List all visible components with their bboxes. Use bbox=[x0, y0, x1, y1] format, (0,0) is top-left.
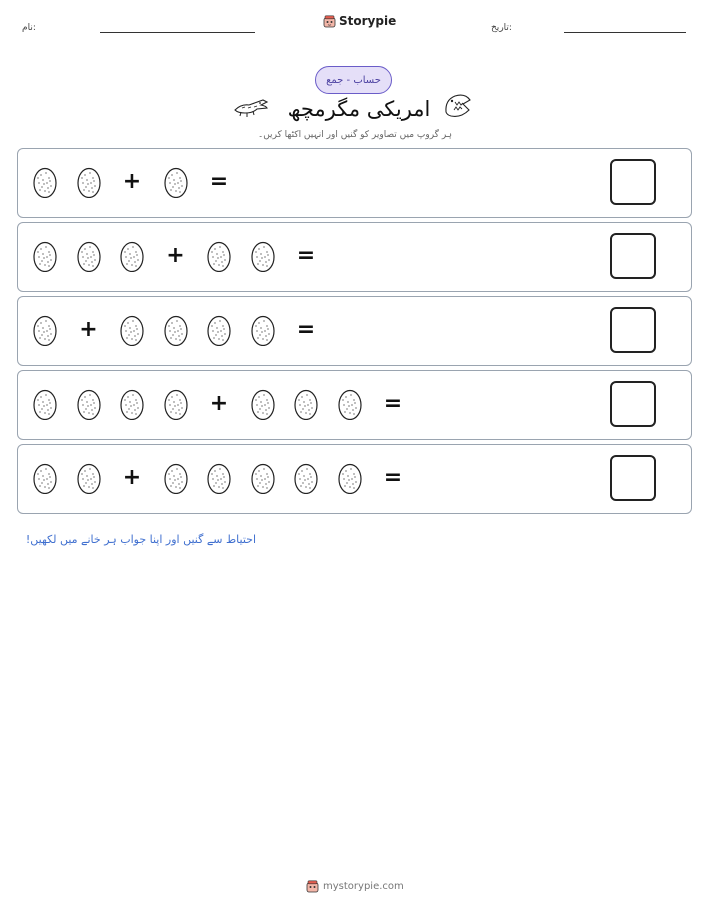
egg-icon bbox=[33, 240, 57, 272]
name-line[interactable] bbox=[100, 32, 255, 33]
egg-icon bbox=[207, 462, 231, 494]
egg-icon bbox=[294, 462, 318, 494]
egg-icon bbox=[77, 462, 101, 494]
egg-icon bbox=[164, 314, 188, 346]
egg-icon bbox=[33, 166, 57, 198]
equals-sign: = bbox=[383, 391, 403, 416]
footer bbox=[306, 880, 404, 893]
egg-icon bbox=[33, 462, 57, 494]
equals-sign: = bbox=[296, 243, 316, 268]
plus-sign: + bbox=[166, 243, 185, 268]
equals-sign: = bbox=[296, 317, 316, 342]
date-line[interactable] bbox=[564, 32, 686, 33]
egg-icon bbox=[338, 462, 362, 494]
egg-icon bbox=[294, 388, 318, 420]
egg-icon bbox=[164, 462, 188, 494]
brand-logo bbox=[323, 14, 396, 28]
reminder-note: احتیاط سے گنیں اور اپنا جواب ہر خانے میں لکھیں! bbox=[25, 533, 256, 546]
alligator-head-icon bbox=[443, 92, 473, 120]
problem-row bbox=[17, 370, 692, 440]
alligator-icon bbox=[233, 96, 269, 118]
answer-box[interactable] bbox=[610, 307, 656, 353]
egg-icon bbox=[164, 166, 188, 198]
egg-icon bbox=[33, 388, 57, 420]
egg-icon bbox=[77, 166, 101, 198]
egg-icon bbox=[338, 388, 362, 420]
problem-row bbox=[17, 444, 692, 514]
egg-icon bbox=[120, 314, 144, 346]
topic-badge: حساب - جمع bbox=[315, 66, 392, 94]
plus-sign: + bbox=[122, 169, 142, 194]
problem-row bbox=[17, 296, 692, 366]
answer-box[interactable] bbox=[610, 455, 656, 501]
egg-icon bbox=[120, 388, 144, 420]
egg-icon bbox=[164, 388, 188, 420]
egg-icon bbox=[251, 462, 275, 494]
name-label: نام: bbox=[22, 23, 36, 33]
egg-icon bbox=[207, 240, 231, 272]
egg-icon bbox=[251, 388, 275, 420]
egg-icon bbox=[207, 314, 231, 346]
egg-icon bbox=[77, 388, 101, 420]
problem-row bbox=[17, 222, 692, 292]
plus-sign: + bbox=[79, 317, 98, 342]
egg-icon bbox=[251, 240, 275, 272]
egg-icon bbox=[251, 314, 275, 346]
problem-row bbox=[17, 148, 692, 218]
answer-box[interactable] bbox=[610, 159, 656, 205]
answer-box[interactable] bbox=[610, 233, 656, 279]
storypie-logo-icon bbox=[323, 15, 336, 28]
answer-box[interactable] bbox=[610, 381, 656, 427]
date-label: تاریخ: bbox=[491, 23, 512, 33]
egg-icon bbox=[77, 240, 101, 272]
plus-sign: + bbox=[122, 465, 142, 490]
footer-url: mystorypie.com bbox=[323, 881, 404, 892]
egg-icon bbox=[120, 240, 144, 272]
page-title: امریکی مگرمچھ bbox=[287, 97, 431, 121]
instructions: ہر گروپ میں تصاویر کو گنیں اور انہیں اکٹھا کریں۔ bbox=[257, 130, 453, 140]
equals-sign: = bbox=[383, 465, 403, 490]
plus-sign: + bbox=[209, 391, 229, 416]
storypie-logo-icon bbox=[306, 880, 319, 893]
brand-name: Storypie bbox=[339, 14, 397, 28]
egg-icon bbox=[33, 314, 57, 346]
equals-sign: = bbox=[209, 169, 229, 194]
